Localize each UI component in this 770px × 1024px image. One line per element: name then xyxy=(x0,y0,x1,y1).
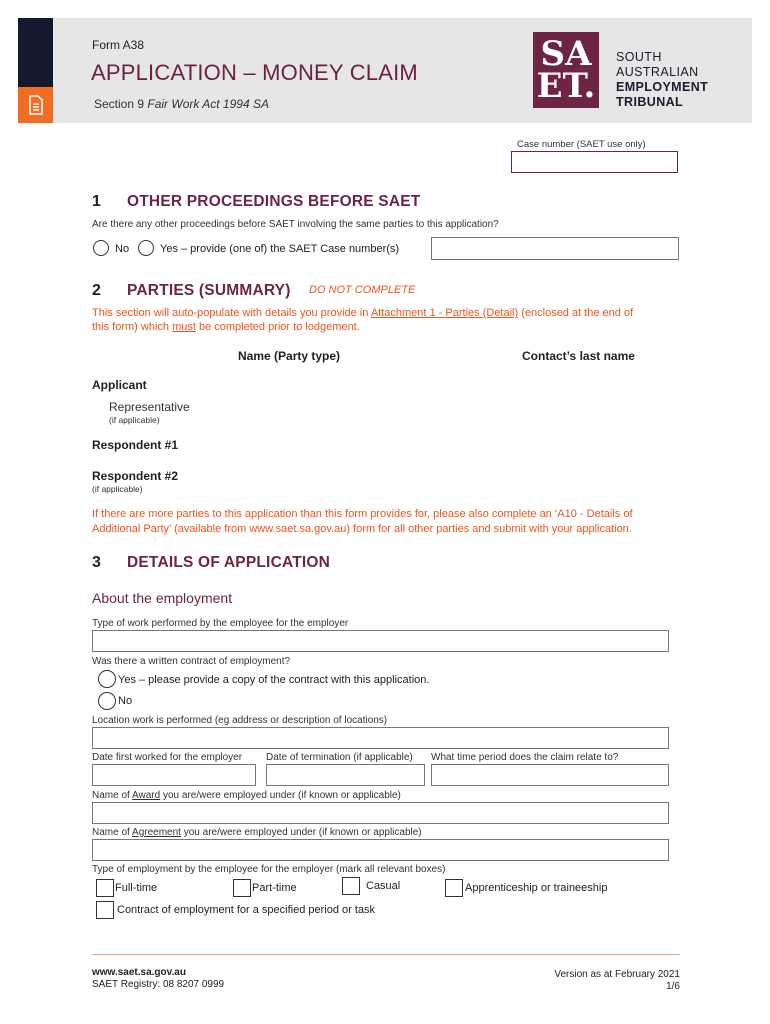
written-contract-yes-radio[interactable] xyxy=(98,670,116,688)
agreement-field[interactable] xyxy=(92,839,669,861)
parties-info-line2-part1: this form) which xyxy=(92,321,173,333)
apprenticeship-label: Apprenticeship or traineeship xyxy=(465,882,608,894)
respondent-2-if-applicable: (if applicable) xyxy=(92,484,143,494)
footer-divider xyxy=(92,954,680,955)
parties-info-text xyxy=(92,306,692,334)
column-header-name: Name (Party type) xyxy=(238,349,341,363)
parttime-checkbox[interactable] xyxy=(233,879,251,897)
saet-logo xyxy=(533,32,599,108)
respondent-1-label: Respondent #1 xyxy=(92,438,179,452)
parties-info-part2: (enclosed at the end of xyxy=(518,307,634,319)
section-1-number: 1 xyxy=(92,193,101,210)
employment-type-label: Type of employment by the employee for the employer (mark all relevant boxes) xyxy=(92,864,446,875)
logo-text xyxy=(616,50,708,110)
time-period-label: What time period does the claim relate to? xyxy=(431,752,619,763)
subtitle-act: Fair Work Act 1994 SA xyxy=(147,97,269,111)
agreement-label-post: you are/were employed under (if known or applicable) xyxy=(180,827,422,838)
other-case-numbers-field[interactable] xyxy=(431,237,679,260)
agreement-label-link: Agreement xyxy=(132,827,181,838)
parties-info-part1: This section will auto-populate with details you provide in xyxy=(92,307,371,319)
written-contract-no-radio[interactable] xyxy=(98,692,116,710)
agreement-label-pre: Name of xyxy=(92,827,133,838)
award-label-post: you are/were employed under (if known or applicable) xyxy=(160,790,401,801)
more-parties-text xyxy=(92,507,692,537)
form-number: Form A38 xyxy=(92,38,145,52)
date-termination-field[interactable] xyxy=(266,764,425,786)
other-proceedings-no-label: No xyxy=(115,243,130,255)
logo-line-3: EMPLOYMENT xyxy=(616,80,709,94)
apprenticeship-checkbox[interactable] xyxy=(445,879,463,897)
agreement-label xyxy=(92,827,422,838)
section-3-title: DETAILS OF APPLICATION xyxy=(127,554,331,571)
section-1-question: Are there any other proceedings before SAET involving the same parties to this application? xyxy=(92,219,499,230)
parties-info-line2-part2: be completed prior to lodgement. xyxy=(195,321,360,333)
award-label-link: Award xyxy=(132,790,161,801)
representative-label: Representative xyxy=(109,400,190,414)
award-label xyxy=(92,790,401,801)
subtitle-section: Section 9 xyxy=(94,97,148,111)
date-first-worked-field[interactable] xyxy=(92,764,256,786)
logo-line-2: AUSTRALIAN xyxy=(616,65,699,79)
date-termination-label: Date of termination (if applicable) xyxy=(266,752,413,763)
other-proceedings-no-radio[interactable] xyxy=(93,240,109,256)
time-period-field[interactable] xyxy=(431,764,669,786)
about-employment-heading: About the employment xyxy=(92,590,233,606)
casual-label: Casual xyxy=(366,880,401,892)
fixed-term-contract-label: Contract of employment for a specified period or task xyxy=(117,904,376,916)
attachment-1-link[interactable]: Attachment 1 - Parties (Detail) xyxy=(370,307,519,319)
case-number-label: Case number (SAET use only) xyxy=(517,139,646,150)
form-subtitle xyxy=(94,97,269,111)
other-proceedings-yes-radio[interactable] xyxy=(138,240,154,256)
type-of-work-field[interactable] xyxy=(92,630,669,652)
casual-checkbox[interactable] xyxy=(342,877,360,895)
fulltime-label: Full-time xyxy=(115,882,158,894)
date-first-worked-label: Date first worked for the employer xyxy=(92,752,243,763)
fixed-term-contract-checkbox[interactable] xyxy=(96,901,114,919)
section-1-title: OTHER PROCEEDINGS BEFORE SAET xyxy=(127,193,421,210)
footer-website[interactable]: www.saet.sa.gov.au xyxy=(92,967,186,978)
logo-line-4: TRIBUNAL xyxy=(616,95,684,109)
section-2-number: 2 xyxy=(92,282,101,299)
footer-version: Version as at February 2021 xyxy=(554,969,680,980)
do-not-complete-note: DO NOT COMPLETE xyxy=(309,284,416,296)
respondent-2-label: Respondent #2 xyxy=(92,469,179,483)
logo-letters-bottom: ET. xyxy=(536,66,596,106)
parttime-label: Part-time xyxy=(252,882,297,894)
more-parties-line-2: Additional Party’ (available from www.saet.sa.gov.au) form for all other parties and submit with your application. xyxy=(92,523,632,535)
type-of-work-label: Type of work performed by the employee for the employer xyxy=(92,618,349,629)
section-3-number: 3 xyxy=(92,554,101,571)
award-field[interactable] xyxy=(92,802,669,824)
document-icon xyxy=(18,87,53,123)
other-proceedings-yes-label: Yes – provide (one of) the SAET Case number(s) xyxy=(160,243,400,255)
footer-page-number: 1/6 xyxy=(666,981,680,992)
more-parties-line-1: If there are more parties to this application than this form provides for, please also complete an ‘A10 - Details of xyxy=(92,508,633,520)
location-field[interactable] xyxy=(92,727,669,749)
written-contract-no-label: No xyxy=(118,695,133,707)
representative-if-applicable: (if applicable) xyxy=(109,415,160,425)
section-2-title: PARTIES (SUMMARY) xyxy=(127,282,291,299)
form-title: APPLICATION – MONEY CLAIM xyxy=(91,60,418,85)
logo-letters-top: SA xyxy=(540,34,592,74)
applicant-label: Applicant xyxy=(92,378,147,392)
award-label-pre: Name of xyxy=(92,790,133,801)
parties-info-must: must xyxy=(172,321,196,333)
column-header-contact: Contact’s last name xyxy=(522,349,635,363)
fulltime-checkbox[interactable] xyxy=(96,879,114,897)
case-number-field[interactable] xyxy=(511,151,678,173)
location-label: Location work is performed (eg address or description of locations) xyxy=(92,715,388,726)
written-contract-yes-label: Yes – please provide a copy of the contract with this application. xyxy=(118,674,430,686)
footer-registry: SAET Registry: 08 8207 0999 xyxy=(92,979,225,990)
logo-line-1: SOUTH xyxy=(616,50,662,64)
written-contract-label: Was there a written contract of employment? xyxy=(92,656,291,667)
